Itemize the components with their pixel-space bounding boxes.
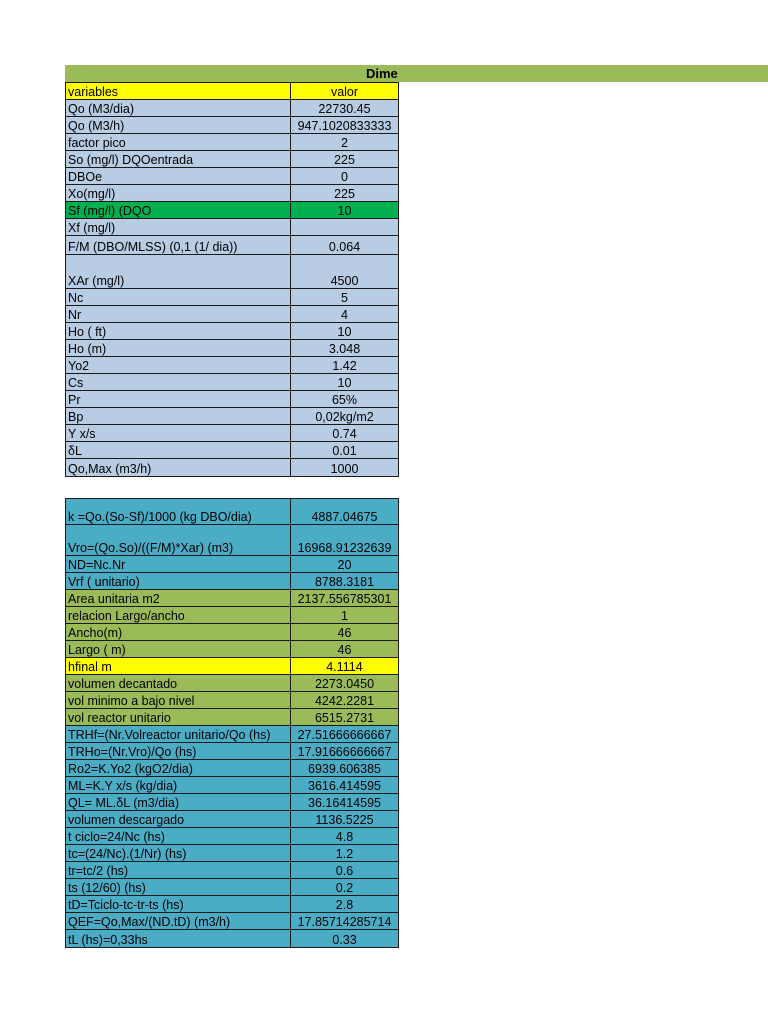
table-row	[66, 556, 399, 573]
variables-table-body	[66, 83, 399, 477]
cell-value[interactable]: 0.33	[291, 930, 399, 948]
cell-value[interactable]: 0.74	[291, 425, 399, 442]
cell-label[interactable]: TRHo=(Nr.Vro)/Qo (hs)	[66, 743, 291, 760]
cell-value[interactable]: valor	[291, 83, 399, 100]
cell-value[interactable]: 17.85714285714	[291, 913, 399, 930]
cell-value[interactable]: 4242.2281	[291, 692, 399, 709]
cell-value[interactable]: 36.16414595	[291, 794, 399, 811]
cell-value[interactable]: 10	[291, 374, 399, 391]
table-row	[66, 641, 399, 658]
cell-value[interactable]: 6515.2731	[291, 709, 399, 726]
table-row	[66, 811, 399, 828]
cell-value[interactable]: 4887.04675	[291, 499, 399, 525]
cell-value[interactable]: 3616.414595	[291, 777, 399, 794]
cell-label[interactable]: vol reactor unitario	[66, 709, 291, 726]
table-row	[66, 151, 399, 168]
header-band	[65, 65, 768, 82]
table-row	[66, 930, 399, 948]
cell-label[interactable]: DBOe	[66, 168, 291, 185]
cell-label[interactable]: Cs	[66, 374, 291, 391]
cell-label[interactable]: Vrf ( unitario)	[66, 573, 291, 590]
cell-label[interactable]: vol minimo a bajo nivel	[66, 692, 291, 709]
cell-value[interactable]: 5	[291, 289, 399, 306]
cell-label[interactable]: Ho ( ft)	[66, 323, 291, 340]
cell-value[interactable]: 0.01	[291, 442, 399, 459]
cell-label[interactable]: tL (hs)=0,33hs	[66, 930, 291, 948]
table-row	[66, 459, 399, 477]
table-row	[66, 340, 399, 357]
table-row	[66, 236, 399, 255]
table-row	[66, 442, 399, 459]
cell-label[interactable]: TRHf=(Nr.Volreactor unitario/Qo (hs)	[66, 726, 291, 743]
cell-label[interactable]: volumen descargado	[66, 811, 291, 828]
cell-label[interactable]: ML=K.Y x/s (kg/dia)	[66, 777, 291, 794]
table-row	[66, 794, 399, 811]
table-row	[66, 726, 399, 743]
table-row	[66, 408, 399, 425]
cell-label[interactable]: k =Qo.(So-Sf)/1000 (kg DBO/dia)	[66, 499, 291, 525]
table-row	[66, 845, 399, 862]
table-row	[66, 658, 399, 675]
table-row	[66, 202, 399, 219]
cell-value[interactable]: 10	[291, 323, 399, 340]
table-row	[66, 828, 399, 845]
table-row	[66, 760, 399, 777]
cell-value[interactable]: 1.2	[291, 845, 399, 862]
table-row	[66, 692, 399, 709]
table-row	[66, 624, 399, 641]
cell-label[interactable]: Y x/s	[66, 425, 291, 442]
cell-label[interactable]: Qo,Max (m3/h)	[66, 459, 291, 477]
table-row	[66, 374, 399, 391]
cell-label[interactable]: Nc	[66, 289, 291, 306]
cell-label[interactable]: factor pico	[66, 134, 291, 151]
table-row	[66, 289, 399, 306]
cell-label[interactable]: XAr (mg/l)	[66, 255, 291, 289]
cell-value[interactable]: 6939.606385	[291, 760, 399, 777]
cell-value[interactable]: 225	[291, 185, 399, 202]
table-row	[66, 675, 399, 692]
cell-value[interactable]: 65%	[291, 391, 399, 408]
table-row	[66, 323, 399, 340]
table-row	[66, 879, 399, 896]
cell-value[interactable]: 0.6	[291, 862, 399, 879]
cell-label[interactable]: variables	[66, 83, 291, 100]
table-row	[66, 425, 399, 442]
cell-value[interactable]: 1.42	[291, 357, 399, 374]
cell-value[interactable]: 947.1020833333	[291, 117, 399, 134]
cell-value[interactable]: 0	[291, 168, 399, 185]
table-row	[66, 525, 399, 556]
cell-label[interactable]: relacion Largo/ancho	[66, 607, 291, 624]
cell-label[interactable]: Largo ( m)	[66, 641, 291, 658]
cell-label[interactable]: Bp	[66, 408, 291, 425]
cell-label[interactable]: t ciclo=24/Nc (hs)	[66, 828, 291, 845]
cell-value[interactable]: 225	[291, 151, 399, 168]
cell-label[interactable]: Nr	[66, 306, 291, 323]
cell-label[interactable]: tc=(24/Nc).(1/Nr) (hs)	[66, 845, 291, 862]
cell-label[interactable]: Xf (mg/l)	[66, 219, 291, 236]
cell-value[interactable]: 10	[291, 202, 399, 219]
table-row	[66, 219, 399, 236]
table-row	[66, 83, 399, 100]
cell-label[interactable]: F/M (DBO/MLSS) (0,1 (1/ dia))	[66, 236, 291, 255]
table-row	[66, 100, 399, 117]
cell-label[interactable]: hfinal m	[66, 658, 291, 675]
table-row	[66, 607, 399, 624]
table-row	[66, 896, 399, 913]
table-row	[66, 391, 399, 408]
cell-label[interactable]: tD=Tciclo-tc-tr-ts (hs)	[66, 896, 291, 913]
table-row	[66, 306, 399, 323]
cell-label[interactable]: Vro=(Qo.So)/((F/M)*Xar) (m3)	[66, 525, 291, 556]
cell-value[interactable]: 22730.45	[291, 100, 399, 117]
table-row	[66, 255, 399, 289]
cell-label[interactable]: Qo (M3/dia)	[66, 100, 291, 117]
cell-value[interactable]: 4.1114	[291, 658, 399, 675]
cell-value[interactable]: 2273.0450	[291, 675, 399, 692]
table-row	[66, 185, 399, 202]
table-row	[66, 499, 399, 525]
cell-label[interactable]: ts (12/60) (hs)	[66, 879, 291, 896]
cell-value[interactable]: 4.8	[291, 828, 399, 845]
cell-value[interactable]: 0.064	[291, 236, 399, 255]
cell-value[interactable]: 8788.3181	[291, 573, 399, 590]
table-row	[66, 357, 399, 374]
cell-value[interactable]: 27.51666666667	[291, 726, 399, 743]
cell-value[interactable]: 2	[291, 134, 399, 151]
table-row	[66, 168, 399, 185]
variables-table	[65, 82, 399, 477]
cell-label[interactable]: ND=Nc.Nr	[66, 556, 291, 573]
cell-value[interactable]: 0.2	[291, 879, 399, 896]
cell-value[interactable]: 46	[291, 624, 399, 641]
cell-label[interactable]: Ancho(m)	[66, 624, 291, 641]
cell-label[interactable]: Xo(mg/l)	[66, 185, 291, 202]
cell-label[interactable]: QEF=Qo,Max/(ND.tD) (m3/h)	[66, 913, 291, 930]
cell-value[interactable]: 0,02kg/m2	[291, 408, 399, 425]
cell-label[interactable]: Ho (m)	[66, 340, 291, 357]
cell-label[interactable]: volumen decantado	[66, 675, 291, 692]
cell-label[interactable]: δL	[66, 442, 291, 459]
cell-value[interactable]: 20	[291, 556, 399, 573]
table-row	[66, 573, 399, 590]
cell-label[interactable]: tr=tc/2 (hs)	[66, 862, 291, 879]
table-row	[66, 134, 399, 151]
cell-value[interactable]: 3.048	[291, 340, 399, 357]
cell-value[interactable]	[291, 219, 399, 236]
cell-value[interactable]: 4	[291, 306, 399, 323]
cell-value[interactable]: 46	[291, 641, 399, 658]
cell-value[interactable]: 16968.91232639	[291, 525, 399, 556]
cell-value[interactable]: 1000	[291, 459, 399, 477]
cell-value[interactable]: 4500	[291, 255, 399, 289]
table-row	[66, 862, 399, 879]
results-table-body	[66, 499, 399, 948]
cell-label[interactable]: Pr	[66, 391, 291, 408]
table-row	[66, 590, 399, 607]
cell-label[interactable]: Sf (mg/l) (DQO	[66, 202, 291, 219]
cell-label[interactable]: Qo (M3/h)	[66, 117, 291, 134]
results-table	[65, 498, 399, 948]
sheet-title: Dime	[366, 66, 398, 81]
cell-value[interactable]: 1	[291, 607, 399, 624]
cell-label[interactable]: Yo2	[66, 357, 291, 374]
table-row	[66, 913, 399, 930]
cell-value[interactable]: 2.8	[291, 896, 399, 913]
table-row	[66, 743, 399, 760]
cell-label[interactable]: So (mg/l) DQOentrada	[66, 151, 291, 168]
table-row	[66, 709, 399, 726]
table-row	[66, 117, 399, 134]
cell-label[interactable]: QL= ML.δL (m3/dia)	[66, 794, 291, 811]
cell-value[interactable]: 1136.5225	[291, 811, 399, 828]
table-row	[66, 777, 399, 794]
cell-value[interactable]: 17.91666666667	[291, 743, 399, 760]
cell-value[interactable]: 2137.556785301	[291, 590, 399, 607]
cell-label[interactable]: Ro2=K.Yo2 (kgO2/dia)	[66, 760, 291, 777]
cell-label[interactable]: Area unitaria m2	[66, 590, 291, 607]
